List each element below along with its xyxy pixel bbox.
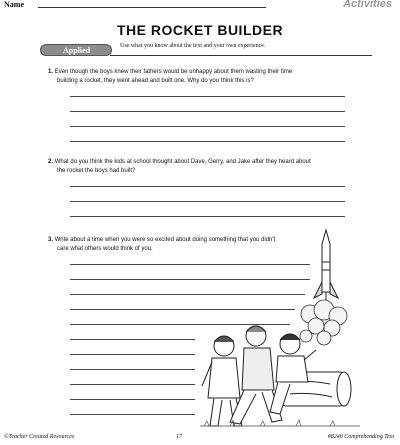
instructions-text: Use what you know about the text and your own experience. bbox=[120, 43, 266, 49]
answer-line[interactable] bbox=[70, 111, 345, 112]
answer-line[interactable] bbox=[70, 399, 195, 400]
question-1-continued: building a rocket, they went ahead and built one. Why do you think this is? bbox=[57, 78, 254, 84]
answer-line[interactable] bbox=[70, 141, 345, 142]
question-text: Even though the boys knew their fathers would be unhappy about them wasting their time bbox=[54, 69, 293, 75]
answer-line[interactable] bbox=[70, 354, 195, 355]
answer-line[interactable] bbox=[70, 384, 195, 385]
footer-copyright: ©Teacher Created Resources bbox=[4, 434, 75, 440]
answer-line[interactable] bbox=[70, 186, 345, 187]
question-3-continued: care what others would think of you. bbox=[57, 246, 153, 252]
question-text: Write about a time when you were so excited about doing something that you didn't bbox=[54, 237, 276, 243]
answer-line[interactable] bbox=[70, 96, 345, 97]
applied-badge: Applied bbox=[40, 44, 112, 56]
smoke-cloud-icon bbox=[300, 300, 347, 345]
footer-page-number: 17 bbox=[176, 434, 182, 440]
answer-line[interactable] bbox=[70, 369, 195, 370]
name-label: Name bbox=[4, 0, 24, 9]
answer-line[interactable] bbox=[70, 414, 195, 415]
question-text: What do you think the kids at school thought about Dave, Gerry, and Jake after they heard about bbox=[54, 159, 311, 165]
question-1 bbox=[48, 68, 348, 77]
boys-rocket-illustration bbox=[200, 222, 360, 430]
name-write-line bbox=[38, 7, 266, 8]
applied-divider bbox=[110, 55, 372, 56]
section-label: Activities bbox=[343, 0, 392, 10]
page-title: THE ROCKET BUILDER bbox=[116, 22, 284, 38]
rocket-icon bbox=[314, 230, 338, 306]
question-number: 3. bbox=[48, 237, 54, 243]
question-2 bbox=[48, 158, 358, 167]
footer-book-title: #8240 Comprehending Text bbox=[327, 434, 394, 440]
answer-line[interactable] bbox=[70, 216, 345, 217]
question-2-continued: the rocket the boys had built? bbox=[57, 168, 136, 174]
answer-line[interactable] bbox=[70, 126, 345, 127]
question-number: 1. bbox=[48, 69, 54, 75]
answer-line[interactable] bbox=[70, 201, 345, 202]
answer-line[interactable] bbox=[70, 339, 195, 340]
question-number: 2. bbox=[48, 159, 54, 165]
